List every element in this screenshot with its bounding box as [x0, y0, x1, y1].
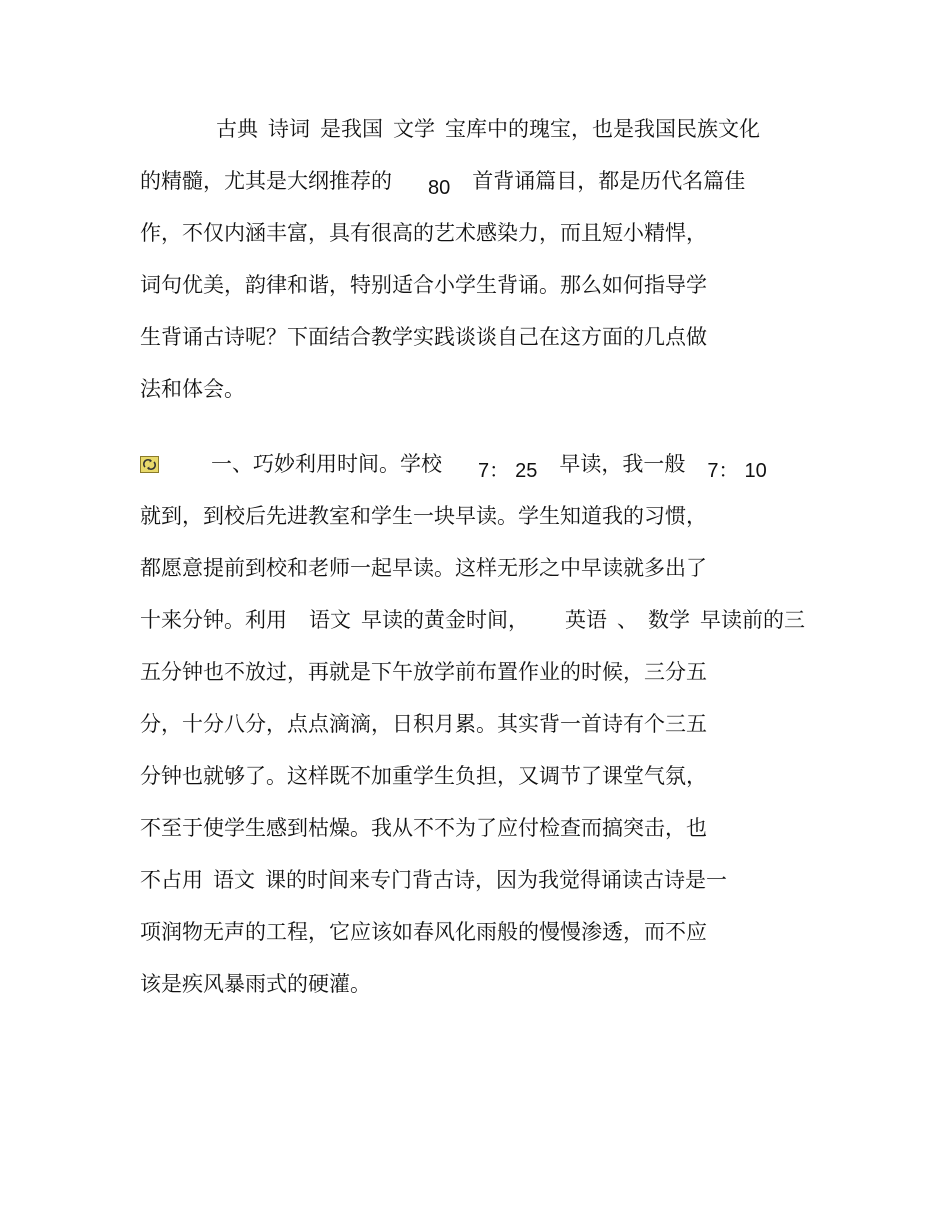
- p2-line-9: [140, 865, 727, 895]
- time-minute: 25: [515, 460, 538, 482]
- text-run: 的精髓，尤其是大纲推荐的: [140, 169, 392, 193]
- text-run: 、: [617, 608, 638, 632]
- time-minute: 10: [744, 460, 767, 482]
- p2-line-10: 项润物无声的工程，它应该如春风化雨般的慢慢渗透，而不应: [140, 920, 707, 944]
- p1-line-5: 生背诵古诗呢？下面结合教学实践谈谈自己在这方面的几点做: [140, 325, 707, 349]
- p1-line-2: [140, 166, 745, 197]
- text-run: 早读前的三: [700, 608, 805, 632]
- text-run: 数学: [648, 608, 690, 632]
- p2-line-1: [140, 449, 767, 480]
- text-run: 语文: [309, 608, 351, 632]
- number-80: 80: [428, 177, 451, 199]
- p2-line-2: 就到，到校后先进教室和学生一块早读。学生知道我的习惯，: [140, 504, 707, 528]
- p2-line-3: 都愿意提前到校和老师一起早读。这样无形之中早读就多出了: [140, 556, 707, 580]
- p1-line-1: [216, 114, 760, 144]
- time-colon: ：: [718, 460, 739, 482]
- text-run: 语文: [213, 868, 255, 892]
- embedded-object-icon[interactable]: [140, 456, 159, 473]
- p1-line-4: 词句优美，韵律和谐，特别适合小学生背诵。那么如何指导学: [140, 273, 707, 297]
- p2-line-11: 该是疾风暴雨式的硬灌。: [140, 972, 371, 996]
- text-run: 早读，我一般: [559, 452, 686, 476]
- text-run: 是我国: [320, 117, 383, 141]
- text-run: 英语: [565, 608, 607, 632]
- p2-line-5: 五分钟也不放过，再就是下午放学前布置作业的时候，三分五: [140, 660, 707, 684]
- text-run: 首背诵篇目，都是历代名篇佳: [472, 169, 746, 193]
- p1-line-6: 法和体会。: [140, 377, 245, 401]
- text-run: 文学: [393, 117, 435, 141]
- time-colon: ：: [489, 460, 510, 482]
- p2-line-4: [140, 605, 805, 635]
- p1-line-3: 作，不仅内涵丰富，具有很高的艺术感染力，而且短小精悍，: [140, 221, 707, 245]
- text-run: 宝库中的瑰宝，也是我国民族文化: [445, 117, 760, 141]
- text-run: 十来分钟。利用: [140, 608, 287, 632]
- text-run: 诗词: [268, 117, 310, 141]
- p2-line-8: 不至于使学生感到枯燥。我从不不为了应付检查而搞突击，也: [140, 816, 707, 840]
- p2-line-6: 分，十分八分，点点滴滴，日积月累。其实背一首诗有个三五: [140, 712, 707, 736]
- time-hour: 7: [707, 460, 719, 482]
- text-run: 不占用: [140, 868, 203, 892]
- text-run: 古典: [216, 117, 258, 141]
- text-run: 早读的黄金时间，: [361, 608, 529, 632]
- p2-line-7: 分钟也就够了。这样既不加重学生负担，又调节了课堂气氛，: [140, 764, 707, 788]
- time-hour: 7: [478, 460, 490, 482]
- text-run: 一、巧妙利用时间。学校: [211, 452, 442, 476]
- text-run: 课的时间来专门背古诗，因为我觉得诵读古诗是一: [265, 868, 727, 892]
